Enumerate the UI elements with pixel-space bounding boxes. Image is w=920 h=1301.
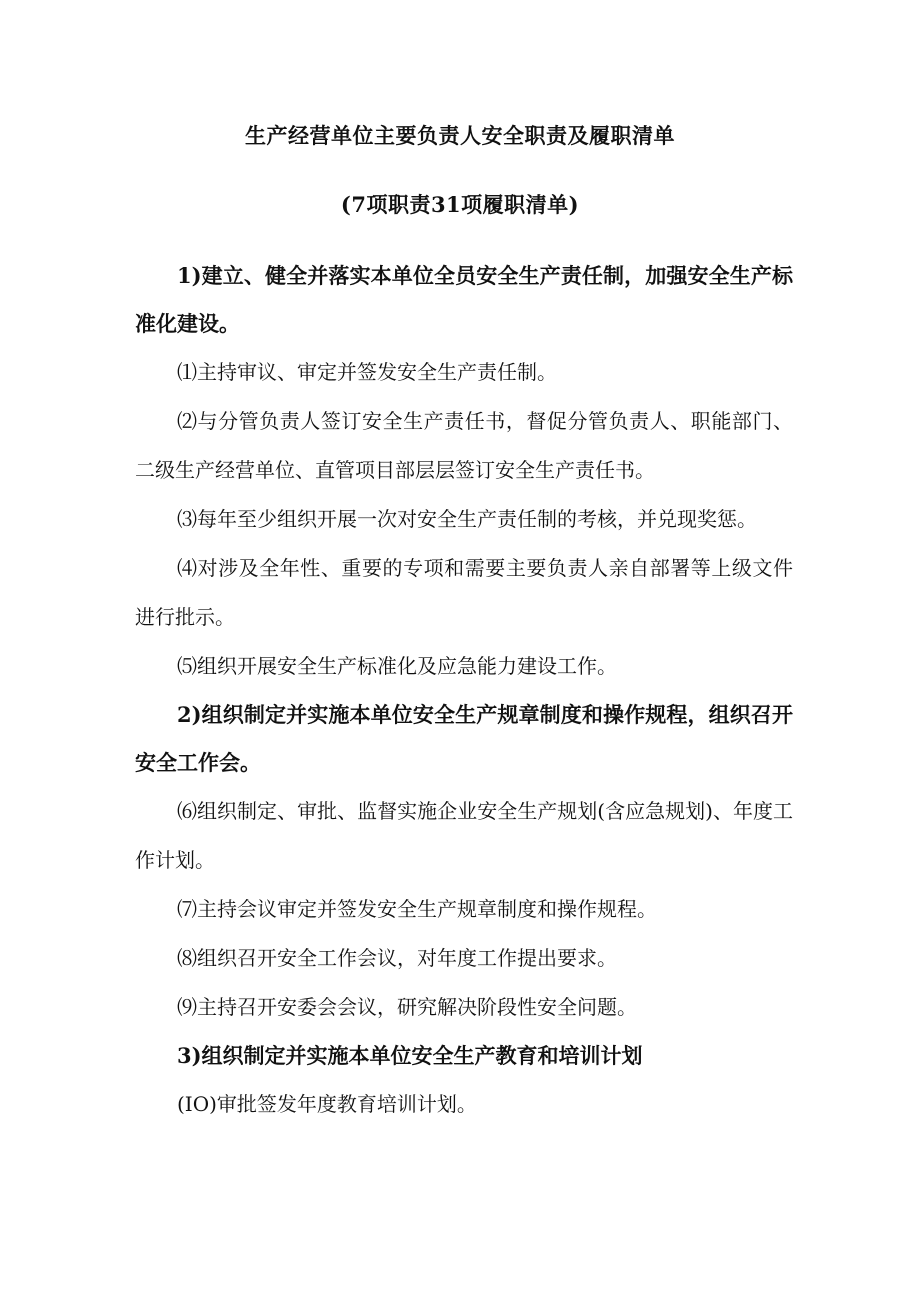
list-item: ⑼主持召开安委会会议，研究解决阶段性安全问题。 xyxy=(177,995,637,1019)
section-heading-3: 3)组织制定并实施本单位安全生产教育和培训计划 xyxy=(177,1043,643,1068)
list-item: ⑻组织召开安全工作会议，对年度工作提出要求。 xyxy=(177,946,617,970)
document-subtitle: (7项职责31项履职清单) xyxy=(340,192,580,217)
document-title: 生产经营单位主要负责人安全职责及履职清单 xyxy=(245,123,675,148)
list-item: ⑸组织开展安全生产标准化及应急能力建设工作。 xyxy=(177,654,617,678)
document-body xyxy=(135,252,793,1129)
list-item: ⑵与分管负责人签订安全生产责任书，督促分管负责人、职能部门、二级生产经营单位、直管项目部层层签订安全生产责任书。 xyxy=(135,409,793,482)
section-heading-2: 2)组织制定并实施本单位安全生产规章制度和操作规程，组织召开安全工作会。 xyxy=(135,702,793,775)
list-item: ⑴主持审议、审定并签发安全生产责任制。 xyxy=(177,360,557,384)
list-item: ⑷对涉及全年性、重要的专项和需要主要负责人亲自部署等上级文件进行批示。 xyxy=(135,556,793,629)
list-item: ⑶每年至少组织开展一次对安全生产责任制的考核，并兑现奖惩。 xyxy=(177,507,757,531)
list-item: ⑺主持会议审定并签发安全生产规章制度和操作规程。 xyxy=(177,897,657,921)
list-item: (IO)审批签发年度教育培训计划。 xyxy=(177,1092,477,1116)
list-item: ⑹组织制定、审批、监督实施企业安全生产规划(含应急规划)、年度工作计划。 xyxy=(135,799,793,872)
section-heading-1: 1)建立、健全并落实本单位全员安全生产责任制，加强安全生产标准化建设。 xyxy=(135,263,793,336)
